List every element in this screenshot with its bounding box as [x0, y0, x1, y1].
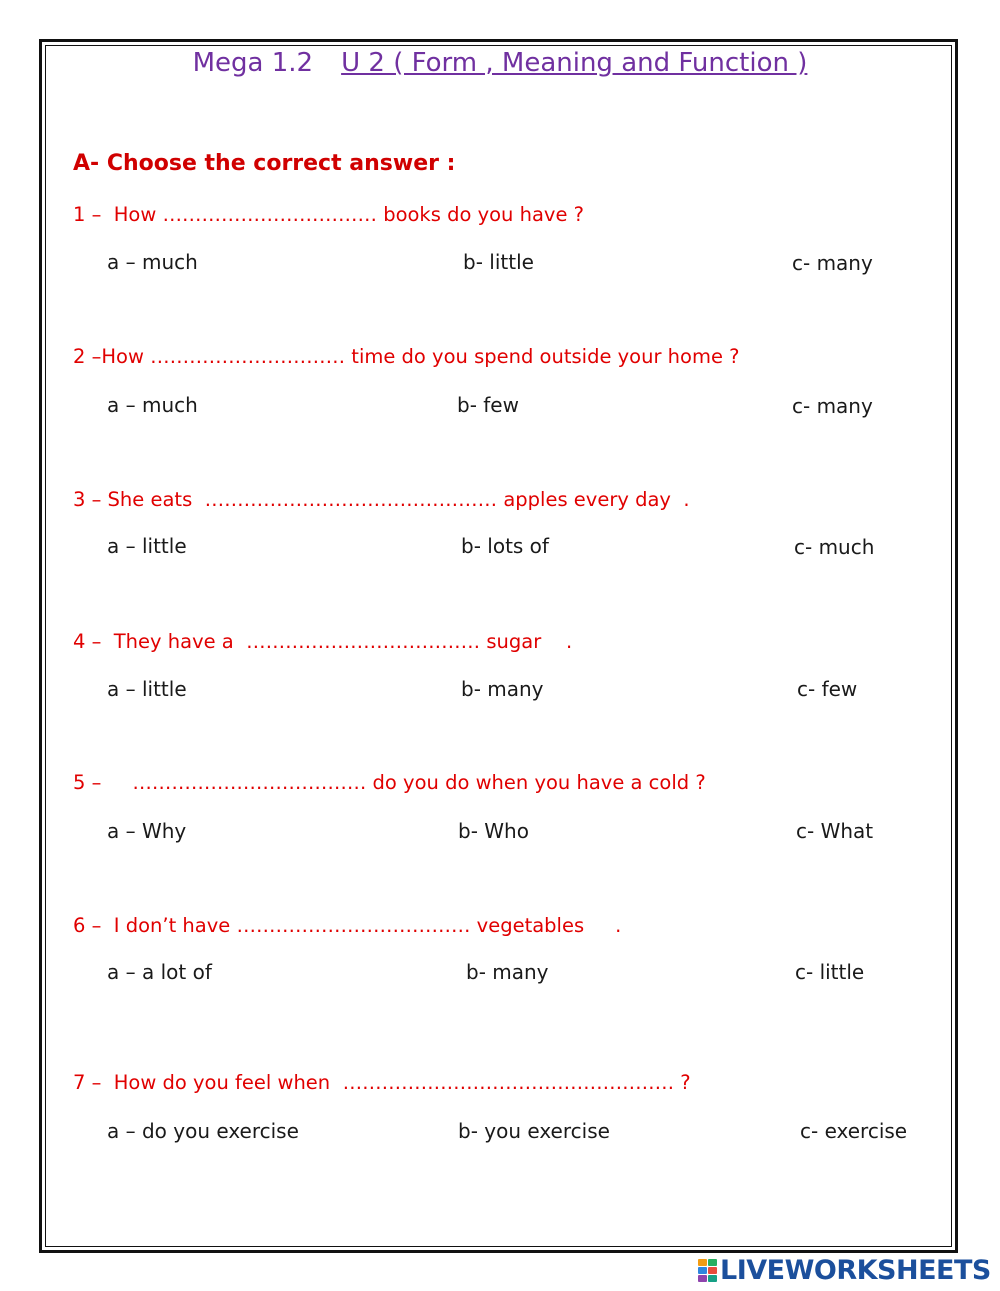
- option-4c[interactable]: c- few: [797, 677, 858, 701]
- option-5a[interactable]: a – Why: [107, 819, 187, 843]
- option-6a[interactable]: a – a lot of: [107, 960, 212, 984]
- option-3c[interactable]: c- much: [794, 535, 875, 559]
- option-1a[interactable]: a – much: [107, 250, 198, 274]
- question-6: 6 – I don’t have ……………………………… vegetables .: [73, 914, 622, 937]
- question-7: 7 – How do you feel when …………………………………………… ?: [73, 1071, 691, 1094]
- option-6b[interactable]: b- many: [466, 960, 549, 984]
- option-3b[interactable]: b- lots of: [461, 534, 549, 558]
- question-2: 2 –How ………………………… time do you spend outside your home ?: [73, 345, 740, 368]
- logo-text: LIVEWORKSHEETS: [720, 1255, 991, 1286]
- option-6c[interactable]: c- little: [795, 960, 865, 984]
- title-prefix: Mega 1.2: [192, 48, 314, 78]
- option-7c[interactable]: c- exercise: [800, 1119, 908, 1143]
- option-1b[interactable]: b- little: [463, 250, 534, 274]
- option-3a[interactable]: a – little: [107, 534, 187, 558]
- option-1c[interactable]: c- many: [792, 251, 873, 275]
- question-5: 5 – ……………………………… do you do when you have a cold ?: [73, 771, 706, 794]
- option-7a[interactable]: a – do you exercise: [107, 1119, 299, 1143]
- option-5b[interactable]: b- Who: [458, 819, 529, 843]
- option-7b[interactable]: b- you exercise: [458, 1119, 610, 1143]
- worksheet-title: [0, 48, 1000, 78]
- section-heading: A- Choose the correct answer :: [73, 151, 456, 176]
- option-2a[interactable]: a – much: [107, 393, 198, 417]
- question-3: 3 – She eats ……………………………………… apples every day .: [73, 488, 690, 511]
- option-4b[interactable]: b- many: [461, 677, 544, 701]
- logo-blocks-icon: [698, 1259, 718, 1283]
- question-4: 4 – They have a ……………………………… sugar .: [73, 630, 573, 653]
- question-1: 1 – How …………………………… books do you have ?: [73, 203, 585, 226]
- liveworksheets-logo[interactable]: [698, 1256, 993, 1286]
- option-5c[interactable]: c- What: [796, 819, 874, 843]
- option-2c[interactable]: c- many: [792, 394, 873, 418]
- title-unit: U 2 ( Form , Meaning and Function ): [341, 48, 808, 78]
- option-4a[interactable]: a – little: [107, 677, 187, 701]
- option-2b[interactable]: b- few: [457, 393, 519, 417]
